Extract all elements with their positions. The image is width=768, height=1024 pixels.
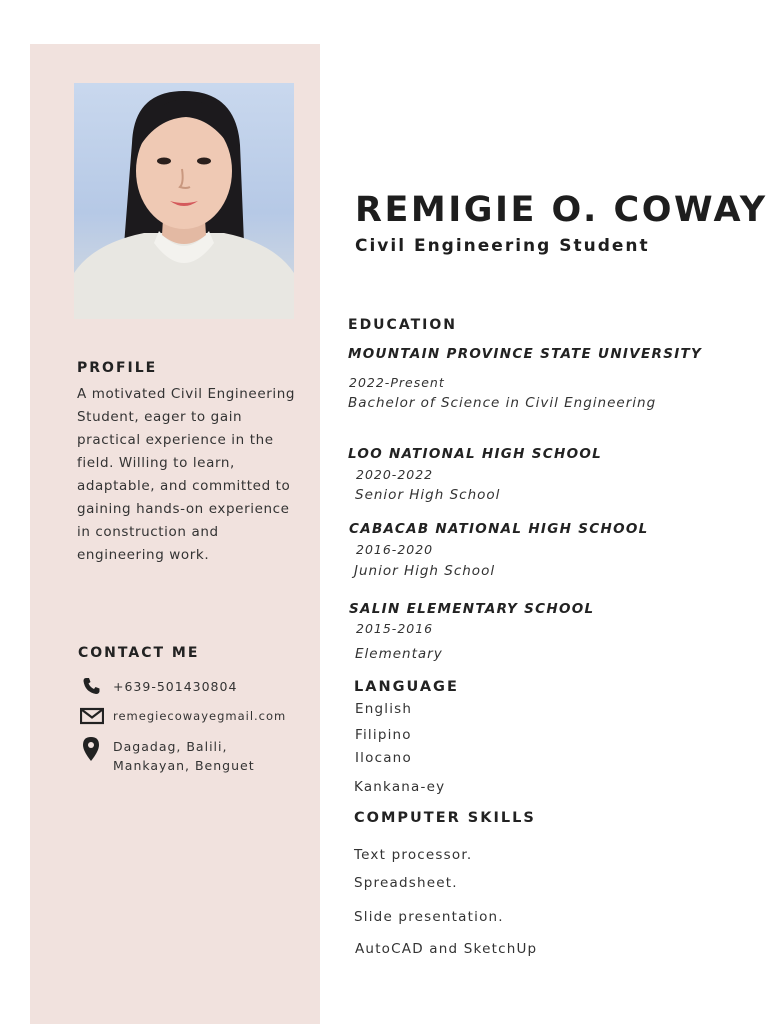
computer-skills-heading: COMPUTER SKILLS [354,810,536,826]
education-years: 2022-Present [349,375,445,390]
language-item: Ilocano [355,750,412,766]
education-heading: EDUCATION [348,317,457,333]
skill-item: Text processor. [354,847,473,863]
phone-number: +639-501430804 [113,679,238,694]
education-years: 2016-2020 [356,542,434,557]
address-line-1: Dagadag, Balili, [113,739,228,754]
language-heading: LANGUAGE [354,679,459,695]
envelope-icon [80,707,104,729]
location-pin-icon [82,737,104,765]
person-title: Civil Engineering Student [355,236,650,256]
education-school: LOO NATIONAL HIGH SCHOOL [348,446,603,462]
education-years: 2015-2016 [356,621,434,636]
skill-item: Slide presentation. [354,909,504,925]
contact-email-row [80,707,286,729]
skill-item: Spreadsheet. [354,875,458,891]
education-school: SALIN ELEMENTARY SCHOOL [349,601,595,617]
education-level: Senior High School [355,487,501,503]
contact-address-row [82,737,255,775]
profile-photo [74,83,294,319]
profile-heading: PROFILE [77,360,158,376]
education-school: CABACAB NATIONAL HIGH SCHOOL [349,521,649,537]
education-level: Junior High School [354,563,496,579]
education-level: Bachelor of Science in Civil Engineering [348,395,657,411]
contact-heading: CONTACT ME [78,645,200,661]
address-line-2: Mankayan, Benguet [113,758,255,773]
education-years: 2020-2022 [356,467,434,482]
language-item: Filipino [355,727,412,743]
language-item: English [355,701,413,717]
contact-phone-row [82,677,237,699]
email-address: remegiecowayegmail.com [113,709,287,723]
skill-item: AutoCAD and SketchUp [355,941,538,957]
phone-icon [82,677,104,699]
education-level: Elementary [355,646,443,662]
address [113,737,255,775]
education-school: MOUNTAIN PROVINCE STATE UNIVERSITY [348,346,703,362]
language-item: Kankana-ey [354,779,446,795]
person-name: REMIGIE O. COWAY [355,190,768,230]
profile-text: A motivated Civil Engineering Student, eager to gain practical experience in the field. Willing to learn, adaptable, and committed to gaining hands-on experience in construction and engineering work. [77,386,296,563]
